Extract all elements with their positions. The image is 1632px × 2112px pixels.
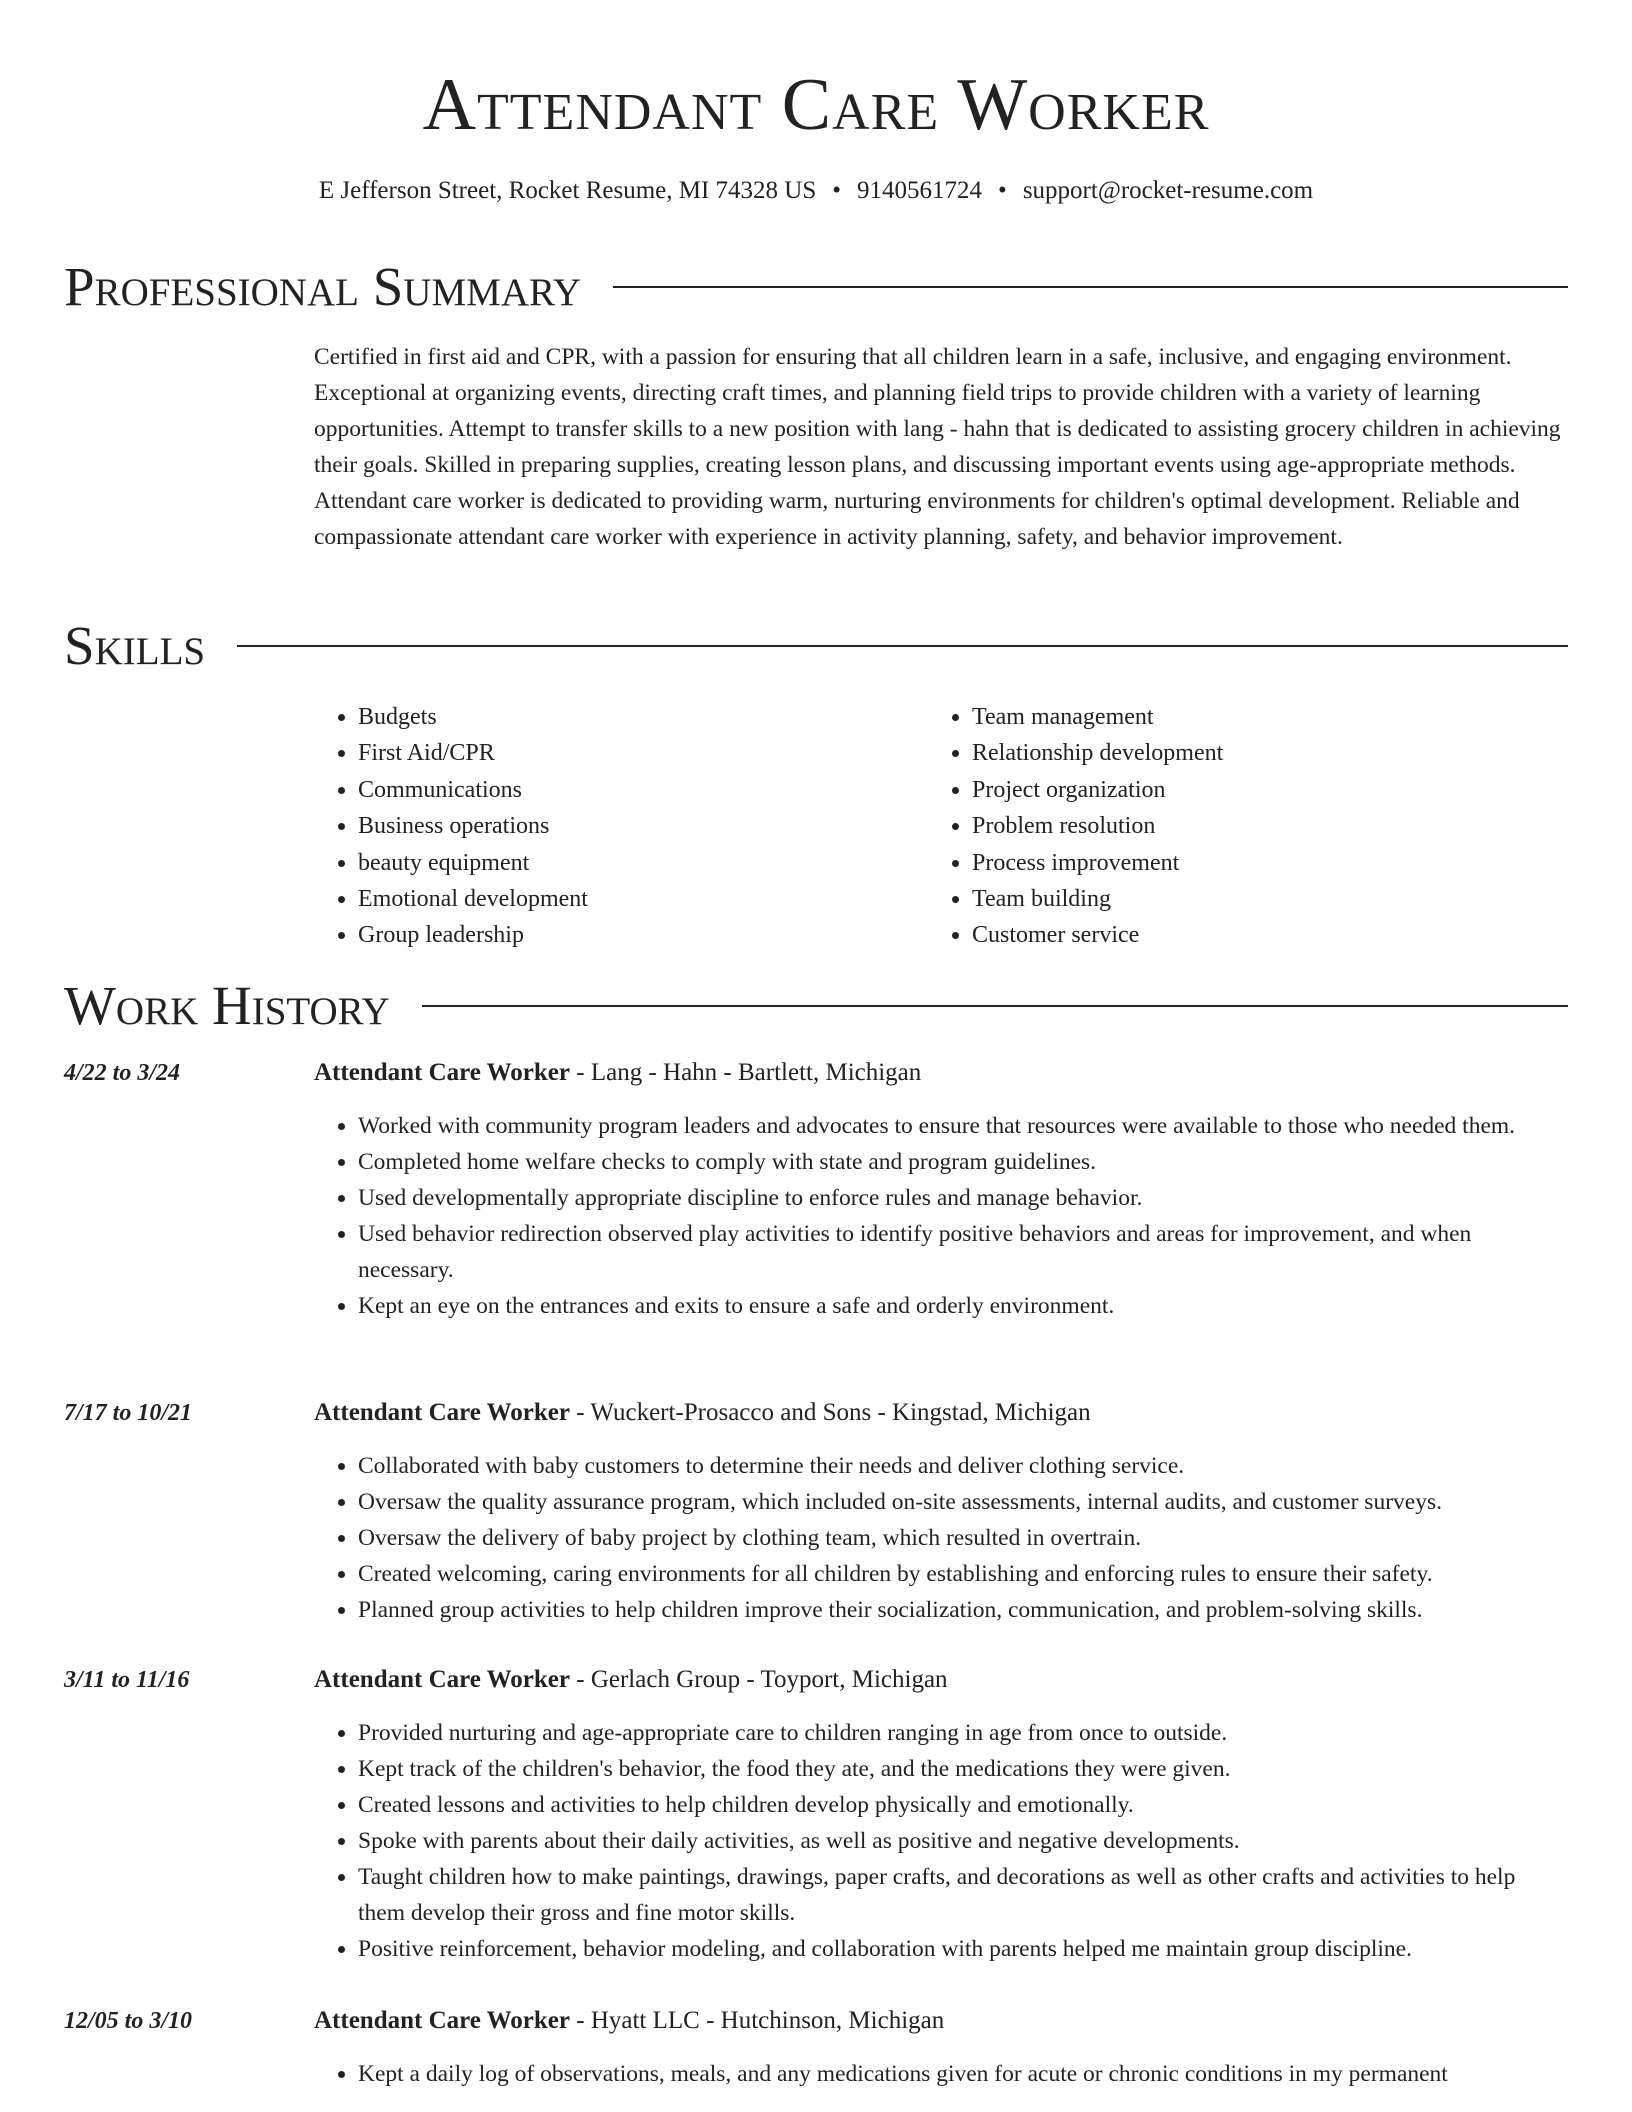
section-title-skills: Skills [64,615,206,676]
job-role: Attendant Care Worker [314,2007,570,2034]
contact-line [0,174,1632,208]
skill-item: • First Aid/CPR [358,735,928,771]
contact-separator: • [998,177,1007,204]
skill-item: • Team management [972,699,1223,735]
skill-item: • Relationship development [972,735,1223,771]
job-bullet: • Oversaw the quality assurance program, which included on-site assessments, internal audits, and customer surveys. [358,1484,1564,1520]
job-details: - Lang - Hahn - Bartlett, Michigan [570,1059,922,1086]
skill-item: • Communications [358,772,928,808]
job-role: Attendant Care Worker [314,1059,570,1086]
candidate-name: Attendant Care Worker [422,64,1210,146]
job-bullets [314,1448,1564,1628]
contact-email: support@rocket-resume.com [1022,177,1314,204]
job-dates: 3/11 to 11/16 [64,1667,190,1693]
skill-item: • Team building [972,881,1223,917]
skills-section-header [64,614,1568,678]
skill-item: • Project organization [972,772,1223,808]
summary-section-header [64,255,1568,319]
job-heading [314,2004,1564,2038]
job-bullet: • Completed home welfare checks to comply with state and program guidelines. [358,1144,1564,1180]
job-bullet: • Created welcoming, caring environments for all children by establishing and enforcing rules to ensure their safety. [358,1556,1564,1592]
job-bullets [314,1108,1564,1324]
job-heading [314,1056,1564,1090]
skill-item: • Business operations [358,808,928,844]
skill-item: • Process improvement [972,845,1223,881]
job-bullet: • Kept track of the children's behavior, the food they ate, and the medications they were given. [358,1751,1564,1787]
job-bullet: • Kept an eye on the entrances and exits to ensure a safe and orderly environment. [358,1288,1564,1324]
skill-item: • beauty equipment [358,845,928,881]
job-bullets [314,2056,1564,2092]
skill-item: • Group leadership [358,917,928,953]
job-bullet: • Collaborated with baby customers to determine their needs and deliver clothing service. [358,1448,1564,1484]
section-title-work: Work History [64,975,390,1036]
skill-item: • Problem resolution [972,808,1223,844]
skill-item: • Emotional development [358,881,928,917]
section-title-summary: Professional Summary [64,256,582,317]
contact-address: E Jefferson Street, Rocket Resume, MI 74328 US [318,177,817,204]
section-divider [237,645,1568,647]
section-divider [613,286,1568,288]
job-bullet: • Positive reinforcement, behavior modeling, and collaboration with parents helped me maintain group discipline. [358,1931,1564,1967]
job-details: - Hyatt LLC - Hutchinson, Michigan [570,2007,945,2034]
summary-text: Certified in first aid and CPR, with a passion for ensuring that all children learn in a safe, inclusive, and engaging environment. Exceptional at organizing events, directing craft times, and planning field trips to provide children with a variety of learning opportunities. Attempt to transfer skills to a new position with lang - hahn that is dedicated to assisting grocery children in achieving their goals. Skilled in preparing supplies, creating lesson plans, and discussing important events using age-appropriate methods. Attendant care worker is dedicated to providing warm, nurturing environments for children's optimal development. Reliable and compassionate attendant care worker with experience in activity planning, safety, and behavior improvement. [314,344,1561,550]
job-bullet: • Used developmentally appropriate discipline to enforce rules and manage behavior. [358,1180,1564,1216]
job-bullet: • Created lessons and activities to help children develop physically and emotionally. [358,1787,1564,1823]
job-role: Attendant Care Worker [314,1399,570,1426]
job-heading [314,1663,1564,1697]
skill-item: • Budgets [358,699,928,735]
job-bullet: • Oversaw the delivery of baby project by clothing team, which resulted in overtrain. [358,1520,1564,1556]
job-bullet: • Provided nurturing and age-appropriate care to children ranging in age from once to outside. [358,1715,1564,1751]
skills-column-left [314,699,928,954]
skill-item: • Customer service [972,917,1223,953]
skills-list [314,699,1564,954]
skills-column-right [928,699,1223,954]
job-dates: 7/17 to 10/21 [64,1400,193,1426]
job-bullet: • Kept a daily log of observations, meals, and any medications given for acute or chronic conditions in my permanent [358,2056,1564,2092]
job-heading [314,1396,1564,1430]
job-bullets [314,1715,1564,1967]
job-dates: 12/05 to 3/10 [64,2008,193,2034]
job-details: - Wuckert-Prosacco and Sons - Kingstad, Michigan [570,1399,1091,1426]
job-role: Attendant Care Worker [314,1666,570,1693]
work-section-header [64,974,1568,1038]
job-bullet: • Used behavior redirection observed play activities to identify positive behaviors and areas for improvement, and when necessary. [358,1216,1564,1288]
job-bullet: • Worked with community program leaders and advocates to ensure that resources were available to those who needed them. [358,1108,1564,1144]
contact-phone: 9140561724 [857,177,983,204]
job-bullet: • Taught children how to make paintings, drawings, paper crafts, and decorations as well as other crafts and activities to help them develop their gross and fine motor skills. [358,1859,1564,1931]
contact-separator: • [832,177,842,204]
job-dates: 4/22 to 3/24 [64,1060,181,1086]
section-divider [422,1005,1568,1007]
job-bullet: • Spoke with parents about their daily activities, as well as positive and negative developments. [358,1823,1564,1859]
job-details: - Gerlach Group - Toyport, Michigan [570,1666,948,1693]
job-bullet: • Planned group activities to help children improve their socialization, communication, and problem-solving skills. [358,1592,1564,1628]
